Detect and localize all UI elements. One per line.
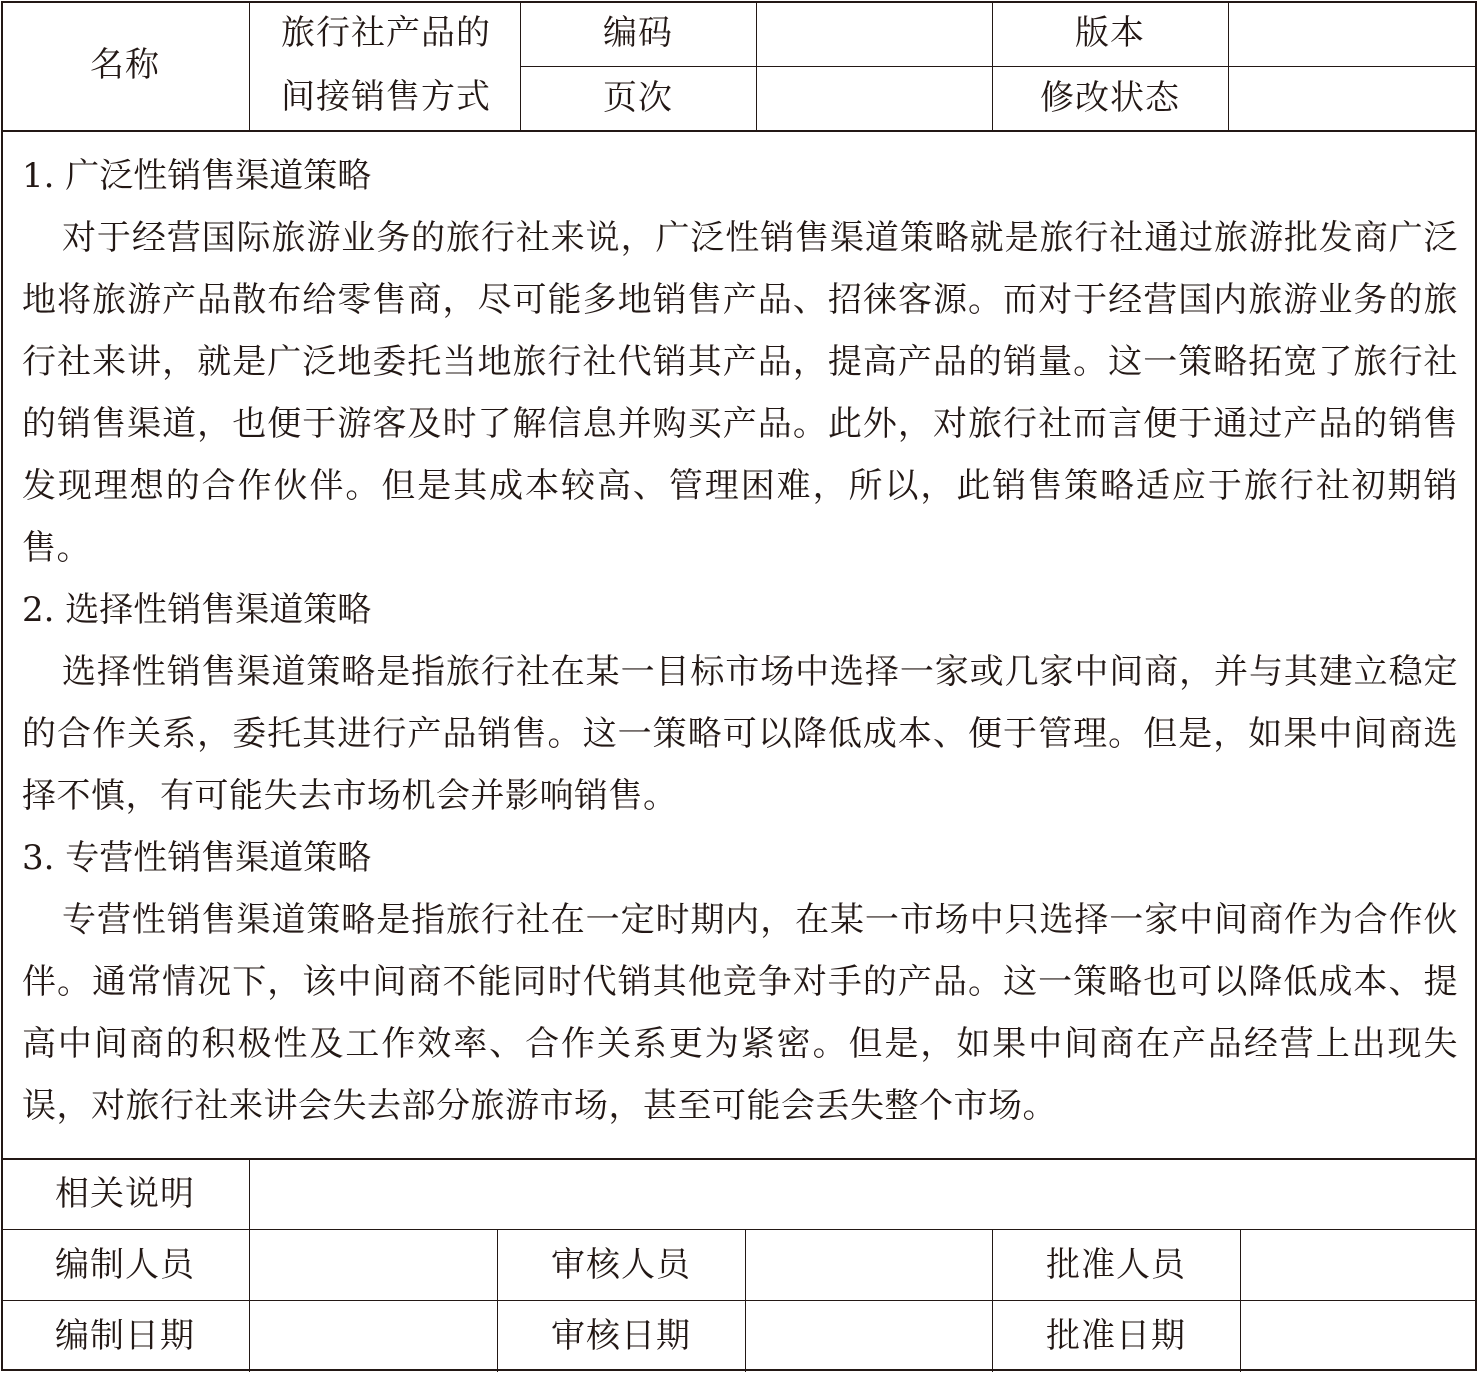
revision-label: 修改状态 — [1040, 78, 1180, 118]
header-bottom-border — [1, 130, 1477, 132]
author-label: 编制人员 — [55, 1244, 195, 1285]
version-value[interactable] — [1228, 0, 1477, 66]
page-label: 页次 — [603, 78, 673, 118]
version-label: 版本 — [1075, 13, 1145, 53]
code-label: 编码 — [603, 13, 673, 53]
section-title: 3. 专营性销售渠道策略 — [22, 838, 372, 878]
reviewer-value[interactable] — [745, 1229, 992, 1300]
document-name-line: 间接销售方式 — [281, 77, 491, 117]
approve-date-value[interactable] — [1240, 1300, 1477, 1372]
author-date-label: 编制日期 — [55, 1316, 195, 1356]
section-title: 1. 广泛性销售渠道策略 — [22, 156, 372, 196]
reviewer-label: 审核人员 — [551, 1244, 691, 1285]
section-paragraph: 专营性销售渠道策略是指旅行社在一定时期内，在某一市场中只选择一家中间商作为合作伙伴。通常情况下，该中间商不能同时代销其他竞争对手的产品。这一策略也可以降低成本、提高中间商的积极性及工作效率、合作关系更为紧密。但是，如果中间商在产品经营上出现失误，对旅行社来讲会失去部分旅游市场，甚至可能会丢失整个市场。 — [22, 900, 1458, 1126]
approver-label: 批准人员 — [1046, 1244, 1186, 1285]
name-label: 名称 — [90, 45, 160, 85]
notes-value[interactable] — [250, 1158, 1477, 1229]
section-paragraph: 选择性销售渠道策略是指旅行社在某一目标市场中选择一家或几家中间商，并与其建立稳定的合作关系，委托其进行产品销售。这一策略可以降低成本、便于管理。但是，如果中间商选择不慎，有可能失去市场机会并影响销售。 — [22, 652, 1458, 816]
document-name — [252, 0, 520, 130]
approve-date-label: 批准日期 — [1046, 1316, 1186, 1356]
approver-value[interactable] — [1240, 1229, 1477, 1300]
code-value[interactable] — [756, 0, 992, 66]
page-value[interactable] — [756, 66, 992, 130]
author-value[interactable] — [250, 1229, 497, 1300]
review-date-value[interactable] — [745, 1300, 992, 1372]
review-date-label: 审核日期 — [551, 1316, 691, 1356]
notes-label: 相关说明 — [55, 1173, 195, 1214]
section-paragraph: 对于经营国际旅游业务的旅行社来说，广泛性销售渠道策略就是旅行社通过旅游批发商广泛地将旅游产品散布给零售商，尽可能多地销售产品、招徕客源。而对于经营国内旅游业务的旅行社来讲，就是广泛地委托当地旅行社代销其产品，提高产品的销量。这一策略拓宽了旅行社的销售渠道，也便于游客及时了解信息并购买产品。此外，对旅行社而言便于通过产品的销售发现理想的合作伙伴。但是其成本较高、管理困难，所以，此销售策略适应于旅行社初期销售。 — [22, 218, 1458, 568]
revision-value[interactable] — [1228, 66, 1477, 130]
author-date-value[interactable] — [250, 1300, 497, 1372]
section-title: 2. 选择性销售渠道策略 — [22, 590, 372, 630]
document-name-line: 旅行社产品的 — [281, 13, 491, 53]
content-body — [22, 145, 1458, 1137]
